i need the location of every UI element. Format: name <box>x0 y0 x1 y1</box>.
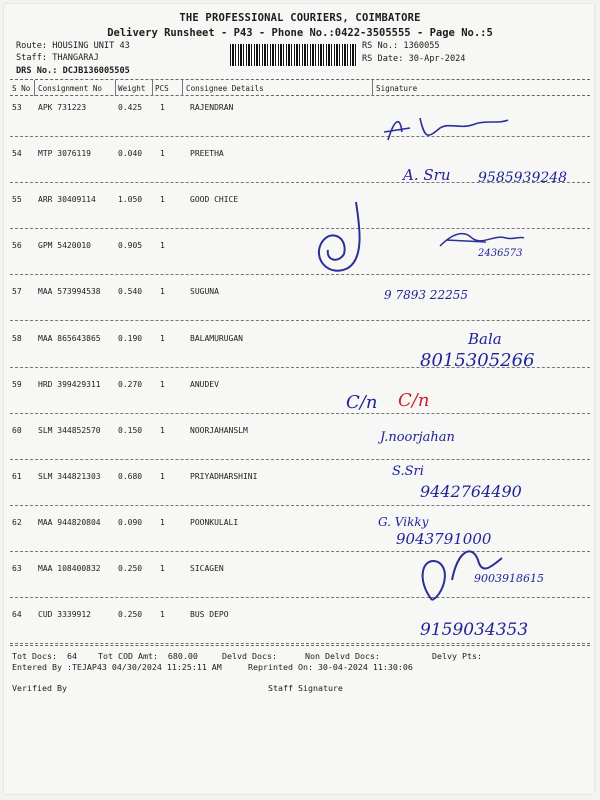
row-separator <box>10 274 590 275</box>
delvd-docs: Delvd Docs: <box>222 651 277 661</box>
cell-sno: 53 <box>12 103 22 112</box>
cell-cons: APK 731223 <box>38 103 87 112</box>
cell-weight: 0.425 <box>118 103 143 112</box>
cell-cons: GPM 5420010 <box>38 241 91 251</box>
entered-by: Entered By :TEJAP43 04/30/2024 11:25:11 AM <box>12 662 222 672</box>
cell-consignee: NOORJAHANSLM <box>190 425 248 435</box>
route-label: Route: HOUSING UNIT 43 <box>16 41 130 51</box>
cell-weight: 0.040 <box>118 149 143 159</box>
staff-label: Staff: THANGARAJ <box>16 53 99 63</box>
table-row <box>10 287 590 333</box>
row-separator <box>10 505 590 506</box>
cell-consignee: PREETHA <box>190 149 224 159</box>
tot-cod-amt: Tot COD Amt: 680.00 <box>98 651 198 661</box>
cell-cons: SLM 344821303 <box>38 471 101 481</box>
cell-sno: 58 <box>12 333 22 343</box>
delvy-pts: Delvy Pts: <box>432 651 482 661</box>
table-row <box>10 426 590 472</box>
row-separator <box>10 413 590 414</box>
cell-cons: CUD 3339912 <box>38 610 91 620</box>
drs-number: DRS No.: DCJB136005505 <box>16 66 130 76</box>
cell-sno: 61 <box>12 471 22 481</box>
cell-cons: MAA 865643865 <box>38 333 101 343</box>
cell-sno: 57 <box>12 287 22 297</box>
row64-phone: 9159034353 <box>420 620 529 640</box>
row57-phone: 9 7893 22255 <box>384 288 468 302</box>
row-separator <box>10 459 590 460</box>
col-header-signature: Signature <box>376 84 418 93</box>
cell-weight: 0.270 <box>118 379 143 389</box>
cell-consignee: BALAMURUGAN <box>190 333 243 343</box>
verified-by: Verified By <box>12 683 67 693</box>
signature-scribble <box>380 110 520 150</box>
cell-cons: MAA 944820804 <box>38 517 101 527</box>
row56-phone: 2436573 <box>478 248 523 259</box>
cell-pcs: 1 <box>160 471 165 481</box>
cell-weight: 0.190 <box>118 333 143 343</box>
cell-sno: 64 <box>12 610 22 620</box>
header-bottom-rule <box>10 95 590 96</box>
row54-phone: 9585939248 <box>478 170 568 186</box>
cell-cons: ARR 30409114 <box>38 195 96 205</box>
cell-cons: MTP 3076119 <box>38 149 91 159</box>
col-divider <box>152 80 153 96</box>
col-header-sno: S No <box>12 84 31 93</box>
row60-signature: J.noorjahan <box>380 430 455 445</box>
cell-sno: 62 <box>12 517 22 527</box>
cell-pcs: 1 <box>160 425 165 435</box>
reprinted-on: Reprinted On: 30-04-2024 11:30:06 <box>248 662 413 672</box>
row54-signature: A. Sru <box>403 166 451 184</box>
runsheet-subtitle: Delivery Runsheet - P43 - Phone No.:0422-3505555 - Page No.:5 <box>107 27 493 39</box>
cell-consignee: GOOD CHICE <box>190 195 239 205</box>
cell-consignee: RAJENDRAN <box>190 103 234 112</box>
cell-consignee: SICAGEN <box>190 564 224 573</box>
cell-consignee: PRIYADHARSHINI <box>190 471 258 481</box>
cell-sno: 54 <box>12 149 22 159</box>
cell-pcs: 1 <box>160 610 165 620</box>
col-header-consignment: Consignment No <box>38 84 103 93</box>
footer-rule <box>10 645 590 646</box>
row61-signature: S.Sri <box>392 464 424 479</box>
cell-cons: SLM 344852570 <box>38 425 101 435</box>
cell-weight: 0.680 <box>118 471 143 481</box>
cell-weight: 0.905 <box>118 241 143 251</box>
row63-phone: 9003918615 <box>474 572 544 585</box>
staff-signature: Staff Signature <box>268 683 343 693</box>
cell-cons: MAA 573994538 <box>38 287 101 297</box>
row59-stamp: C/n <box>398 390 430 411</box>
cell-pcs: 1 <box>160 149 165 159</box>
cell-weight: 0.150 <box>118 425 143 435</box>
non-delvd-docs: Non Delvd Docs: <box>305 651 380 661</box>
cell-sno: 55 <box>12 195 22 205</box>
cell-pcs: 1 <box>160 287 165 297</box>
row62-phone: 9043791000 <box>396 530 492 548</box>
cell-pcs: 1 <box>160 517 165 527</box>
col-header-pcs: PCS <box>155 84 169 93</box>
table-row <box>10 380 590 426</box>
cell-pcs: 1 <box>160 564 165 573</box>
col-header-weight: Weight <box>118 84 146 93</box>
col-divider <box>372 80 373 96</box>
cell-weight: 0.090 <box>118 517 143 527</box>
row58-phone: 8015305266 <box>420 350 535 371</box>
row-separator <box>10 320 590 321</box>
col-header-consignee: Consignee Details <box>186 84 264 93</box>
row58-signature: Bala <box>468 330 502 348</box>
rs-date: RS Date: 30-Apr-2024 <box>362 54 466 64</box>
cell-sno: 59 <box>12 379 22 389</box>
company-title: THE PROFESSIONAL COURIERS, COIMBATORE <box>179 12 421 24</box>
cell-consignee: ANUDEV <box>190 379 219 389</box>
cell-pcs: 1 <box>160 195 165 205</box>
col-divider <box>182 80 183 96</box>
col-divider <box>115 80 116 96</box>
rs-number: RS No.: 1360055 <box>362 41 440 51</box>
cell-sno: 56 <box>12 241 22 251</box>
cell-cons: MAA 108400832 <box>38 564 101 573</box>
cell-consignee: SUGUNA <box>190 287 219 297</box>
cell-sno: 60 <box>12 425 22 435</box>
signature-scribble <box>308 198 378 278</box>
cell-sno: 63 <box>12 564 22 573</box>
col-divider <box>34 80 35 96</box>
row-separator <box>10 643 590 644</box>
row61-phone: 9442764490 <box>420 482 522 501</box>
cell-pcs: 1 <box>160 241 165 251</box>
row59-signature: C/n <box>346 392 378 413</box>
cell-pcs: 1 <box>160 379 165 389</box>
cell-pcs: 1 <box>160 333 165 343</box>
cell-consignee: POONKULALI <box>190 517 239 527</box>
cell-consignee: BUS DEPO <box>190 610 229 620</box>
cell-weight: 0.250 <box>118 564 143 573</box>
table-top-rule <box>10 79 590 80</box>
cell-cons: HRD 399429311 <box>38 379 101 389</box>
barcode <box>230 44 358 66</box>
cell-pcs: 1 <box>160 103 165 112</box>
row62-signature: G. Vikky <box>378 515 429 529</box>
cell-weight: 0.540 <box>118 287 143 297</box>
cell-weight: 0.250 <box>118 610 143 620</box>
cell-weight: 1.050 <box>118 195 143 205</box>
tot-docs: Tot Docs: 64 <box>12 651 77 661</box>
